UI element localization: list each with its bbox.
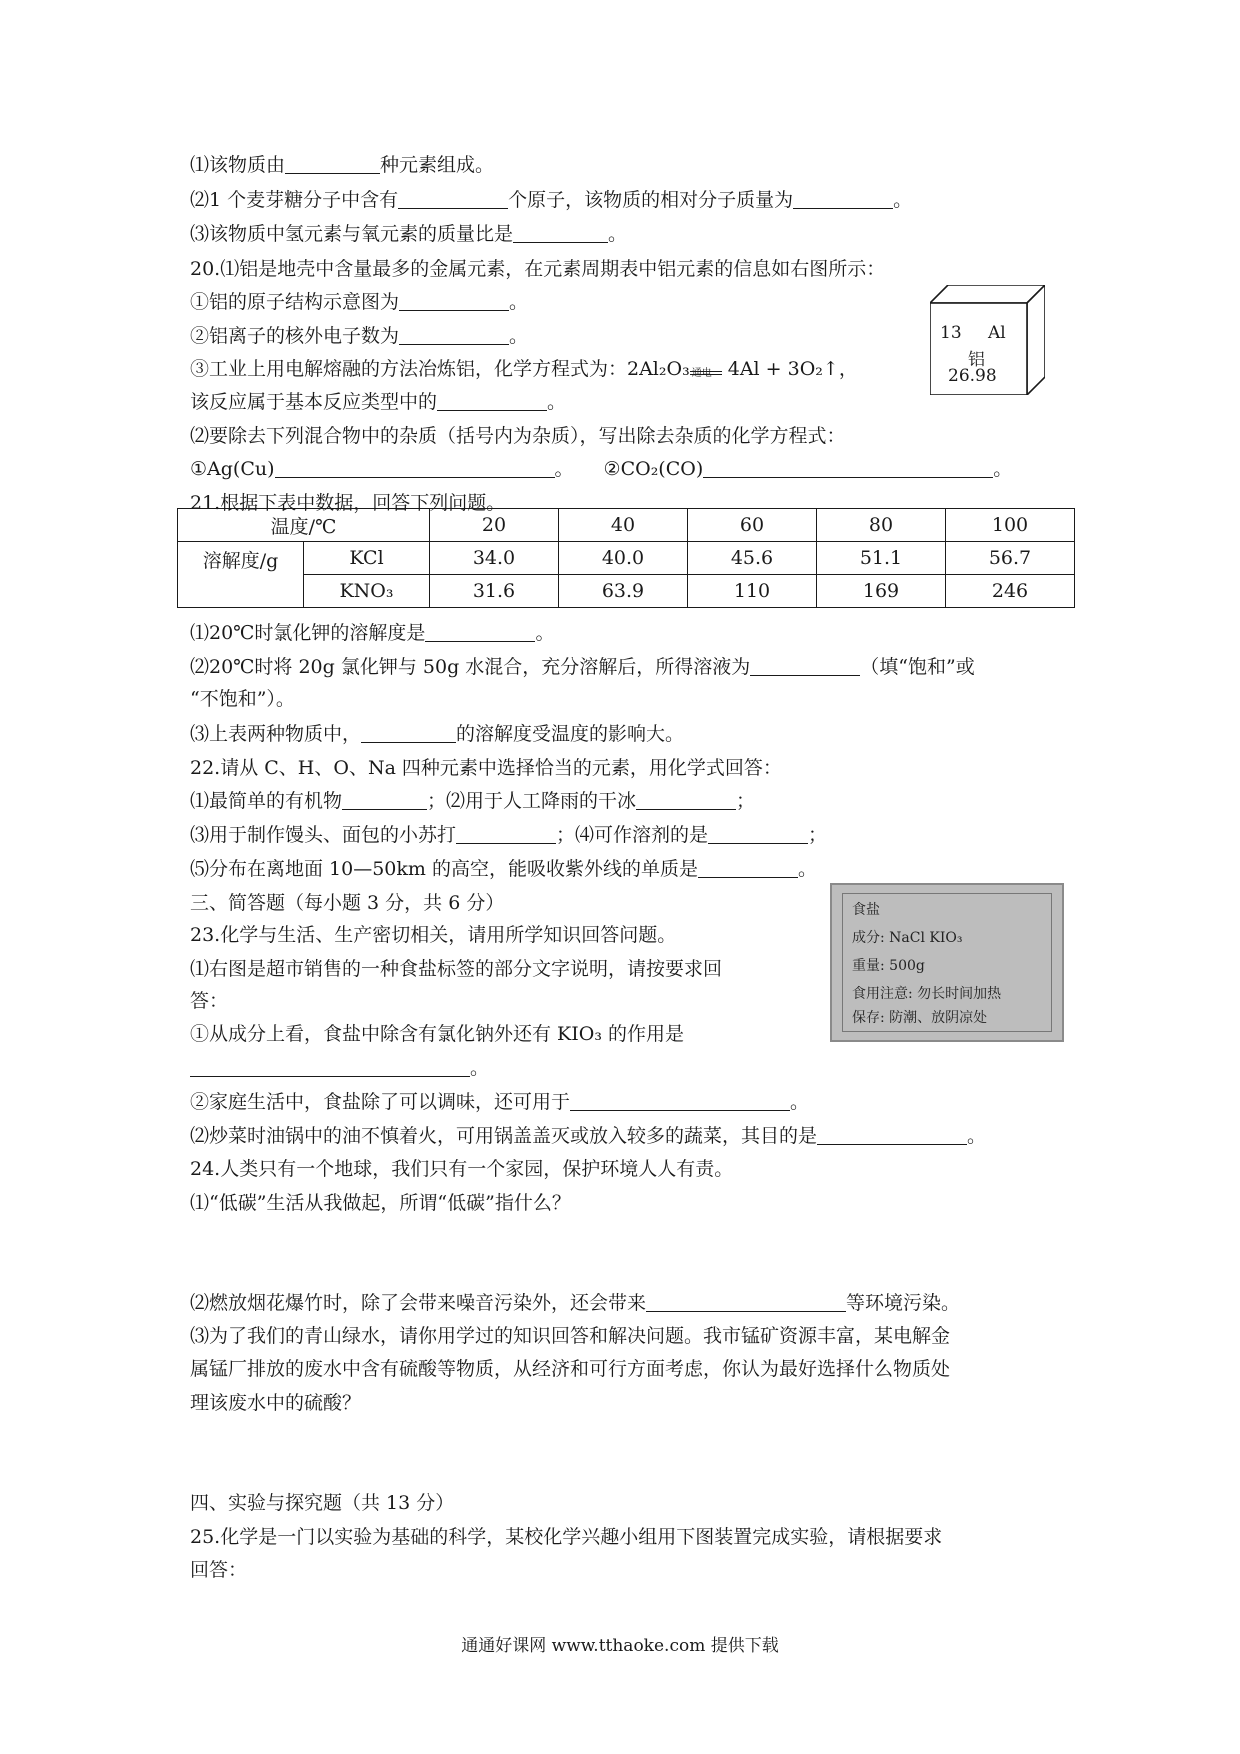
q24-3-cont: 属锰厂排放的废水中含有硫酸等物质，从经济和可行方面考虑，你认为最好选择什么物质处 — [190, 1358, 951, 1380]
table-cell: 45.6 — [688, 542, 817, 575]
answer-blank[interactable] — [342, 789, 427, 810]
table-cell: 56.7 — [946, 542, 1075, 575]
answer-blank[interactable] — [570, 1090, 790, 1111]
answer-blank[interactable] — [708, 823, 808, 844]
answer-blank[interactable] — [425, 621, 535, 642]
q24-2: ⑵燃放烟花爆竹时，除了会带来噪音污染外，还会带来 等环境污染。 — [190, 1292, 961, 1314]
page-footer: 通通好课网 www.tthaoke.com 提供下载 — [461, 1636, 779, 1656]
atomic-mass: 26.98 — [948, 366, 997, 386]
answer-blank[interactable] — [399, 324, 509, 345]
q21-3: ⑶上表两种物质中， 的溶解度受温度的影响大。 — [190, 723, 685, 745]
table-cell: 20 — [430, 509, 559, 542]
answer-blank[interactable] — [456, 823, 556, 844]
reaction-arrow: 通电 — [690, 369, 722, 375]
table-cell: 40 — [559, 509, 688, 542]
answer-blank[interactable] — [646, 1291, 846, 1312]
q19-3: ⑶该物质中氢元素与氧元素的质量比是 。 — [190, 223, 628, 245]
section-4-heading: 四、实验与探究题（共 13 分） — [190, 1492, 455, 1514]
element-name: 铝 — [968, 350, 985, 370]
salt-note: 食用注意: 勿长时间加热 — [852, 986, 1002, 1002]
q23-2: ①从成分上看，食盐中除含有氯化钠外还有 KIO₃ 的作用是 — [190, 1023, 684, 1045]
table-cell: 51.1 — [817, 542, 946, 575]
aluminum-element-card — [930, 285, 1045, 395]
table-cell: 63.9 — [559, 575, 688, 608]
table-cell: 246 — [946, 575, 1075, 608]
answer-blank[interactable] — [437, 390, 547, 411]
q22-1: ⑴最简单的有机物 ；⑵用于人工降雨的干冰 ； — [190, 790, 756, 812]
q23-1: ⑴右图是超市销售的一种食盐标签的部分文字说明，请按要求回 — [190, 958, 723, 980]
answer-blank[interactable] — [793, 188, 893, 209]
table-cell: 60 — [688, 509, 817, 542]
q24-stem: 24.人类只有一个地球，我们只有一个家园，保护环境人人有责。 — [190, 1158, 734, 1180]
q20-4: 该反应属于基本反应类型中的 。 — [190, 391, 567, 413]
q24-3-cont2: 理该废水中的硫酸？ — [190, 1392, 362, 1414]
q23-4: ②家庭生活中，食盐除了可以调味，还可用于 。 — [190, 1091, 810, 1113]
salt-ingredients: 成分: NaCl KIO₃ — [852, 930, 963, 946]
answer-blank[interactable] — [703, 457, 993, 478]
salt-storage: 保存: 防潮、放阴凉处 — [852, 1010, 988, 1026]
q20-5: ⑵要除去下列混合物中的杂质（括号内为杂质），写出除去杂质的化学方程式： — [190, 425, 846, 447]
table-cell: 100 — [946, 509, 1075, 542]
q24-1: ⑴“低碳”生活从我做起，所谓“低碳”指什么？ — [190, 1192, 571, 1214]
q19-2: ⑵1 个麦芽糖分子中含有 个原子，该物质的相对分子质量为 。 — [190, 189, 913, 211]
answer-blank[interactable] — [513, 222, 608, 243]
answer-blank[interactable] — [398, 188, 508, 209]
table-row — [178, 509, 1075, 542]
table-cell: 31.6 — [430, 575, 559, 608]
table-cell: 80 — [817, 509, 946, 542]
table-cell: 34.0 — [430, 542, 559, 575]
q23-5: ⑵炒菜时油锅中的油不慎着火，可用锅盖盖灭或放入较多的蔬菜，其目的是 。 — [190, 1125, 987, 1147]
q21-2-cont: “不饱和”）。 — [190, 688, 295, 710]
answer-blank[interactable] — [361, 722, 456, 743]
answer-blank[interactable] — [285, 153, 380, 174]
table-cell: KCl — [304, 542, 430, 575]
q25-stem-cont: 回答： — [190, 1559, 248, 1581]
q20-6: ①Ag(Cu) 。 ②CO₂(CO) 。 — [190, 458, 1013, 480]
q22-2: ⑶用于制作馒头、面包的小苏打 ；⑷可作溶剂的是 ； — [190, 824, 828, 846]
atomic-number: 13 — [940, 323, 962, 343]
table-row — [178, 542, 1075, 575]
q20-2: ②铝离子的核外电子数为 。 — [190, 325, 529, 347]
answer-blank[interactable] — [817, 1124, 967, 1145]
solubility-table — [177, 508, 1075, 608]
element-symbol: Al — [988, 323, 1006, 343]
table-row — [178, 575, 1075, 608]
answer-blank[interactable] — [698, 857, 798, 878]
answer-blank[interactable] — [750, 655, 860, 676]
q20-1: ①铝的原子结构示意图为 。 — [190, 291, 529, 313]
table-row-label: 溶解度/g — [178, 542, 304, 608]
answer-blank[interactable] — [275, 457, 555, 478]
salt-weight: 重量: 500g — [852, 958, 925, 974]
q23-1-cont: 答： — [190, 990, 229, 1012]
q21-1: ⑴20℃时氯化钾的溶解度是 。 — [190, 622, 555, 644]
table-cell: 169 — [817, 575, 946, 608]
table-cell: 110 — [688, 575, 817, 608]
answer-blank[interactable] — [190, 1056, 470, 1077]
q23-3: 。 — [190, 1055, 489, 1081]
q25-stem: 25.化学是一门以实验为基础的科学，某校化学兴趣小组用下图装置完成实验，请根据要求 — [190, 1526, 943, 1548]
q20-3: ③工业上用电解熔融的方法冶炼铝，化学方程式为：2Al₂O₃ 通电 4Al + 3O₂↑， — [190, 358, 858, 380]
q22-3: ⑸分布在离地面 10—50km 的高空，能吸收紫外线的单质是 。 — [190, 858, 817, 880]
q24-3: ⑶为了我们的青山绿水，请你用学过的知识回答和解决问题。我市锰矿资源丰富，某电解金 — [190, 1325, 951, 1347]
q19-1: ⑴该物质由 种元素组成。 — [190, 154, 495, 176]
table-cell: KNO₃ — [304, 575, 430, 608]
salt-title: 食盐 — [852, 902, 880, 918]
answer-blank[interactable] — [636, 789, 736, 810]
answer-blank[interactable] — [399, 290, 509, 311]
q22-stem: 22.请从 C、H、O、Na 四种元素中选择恰当的元素，用化学式回答： — [190, 757, 782, 779]
section-3-heading: 三、简答题（每小题 3 分，共 6 分） — [190, 892, 505, 914]
q21-2: ⑵20℃时将 20g 氯化钾与 50g 水混合，充分溶解后，所得溶液为 （填“饱和”或 — [190, 656, 975, 678]
q21-stem: 21.根据下表中数据，回答下列问题。 — [190, 492, 506, 514]
salt-label-image — [830, 883, 1064, 1042]
table-header-temp: 温度/℃ — [178, 509, 430, 542]
q23-stem: 23.化学与生活、生产密切相关，请用所学知识回答问题。 — [190, 924, 677, 946]
q20-stem: 20.⑴铝是地壳中含量最多的金属元素，在元素周期表中铝元素的信息如右图所示： — [190, 258, 886, 280]
table-cell: 40.0 — [559, 542, 688, 575]
